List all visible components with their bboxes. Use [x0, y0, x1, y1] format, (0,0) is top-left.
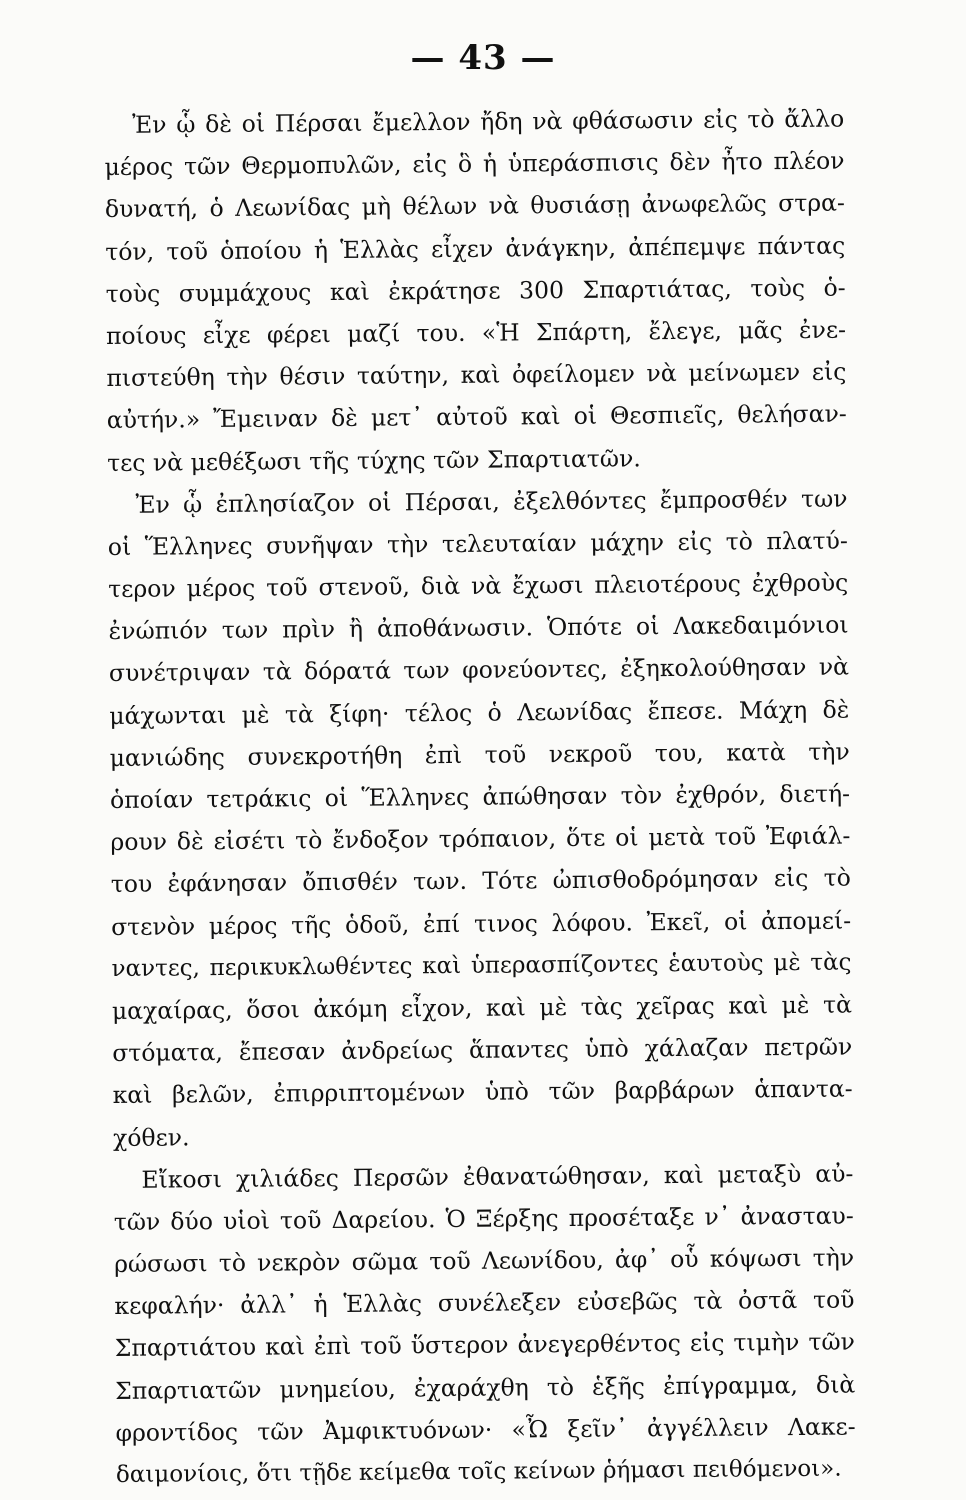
text-line: μανιώδης συνεκροτήθη ἐπὶ τοῦ νεκροῦ του, κατὰ τὴν: [109, 737, 850, 772]
text-line: μέρος τῶν Θερμοπυλῶν, εἰς ὃ ἡ ὑπεράσπισις δὲν ἦτο πλέον: [104, 146, 845, 182]
text-line: τῶν δύο υἱοὶ τοῦ Δαρείου. Ὁ Ξέρξης προσέταξε ν᾽ ἀνασταυ-: [113, 1201, 854, 1236]
text-line: ποίους εἶχε φέρει μαζί του. «Ἡ Σπάρτη, ἔλεγε, μᾶς ἐνε-: [105, 315, 847, 350]
text-line: φροντίδος τῶν Ἀμφικτυόνων· «Ὦ ξεῖν᾽ ἀγγέλλειν Λακε-: [115, 1412, 856, 1447]
text-line: αὐτήν.» Ἔμειναν δὲ μετ᾽ αὐτοῦ καὶ οἱ Θεσπιεῖς, θελήσαν-: [106, 399, 847, 435]
text-line: ναντες, περικυκλωθέντες καὶ ὑπερασπίζοντες ἑαυτοὺς μὲ τὰς: [111, 949, 852, 982]
text-line: οἱ Ἕλληνες συνῆψαν τὴν τελευταίαν μάχην εἰς τὸ πλατύ-: [107, 526, 848, 561]
text-line: τερον μέρος τοῦ στενοῦ, διὰ νὰ ἔχωσι πλειοτέρους ἐχθροὺς: [108, 568, 849, 604]
text-line: τοὺς συμμάχους καὶ ἐκράτησε 300 Σπαρτιάτας, τοὺς ὁ-: [105, 273, 846, 308]
text-line: Σπαρτιάτου καὶ ἐπὶ τοῦ ὕστερον ἀνεγερθέντος εἰς τιμὴν τῶν: [114, 1327, 855, 1363]
text-line: Ἐν ᾧ ἐπλησίαζον οἱ Πέρσαι, ἐξελθόντες ἔμπροσθέν των: [135, 484, 848, 519]
text-line: χόθεν.: [112, 1122, 190, 1152]
text-line: συνέτριψαν τὰ δόρατά των φονεύοντες, ἐξηκολούθησαν νὰ: [108, 652, 850, 688]
text-line: καὶ βελῶν, ἐπιρριπτομένων ὑπὸ τῶν βαρβάρων ἁπαντα-: [112, 1074, 853, 1110]
text-line: ὁποίαν τετράκις οἱ Ἕλληνες ἀπώθησαν τὸν ἐχθρόν, διετή-: [109, 779, 851, 814]
text-line: μαχαίρας, ὅσοι ἀκόμη εἶχον, καὶ μὲ τὰς χεῖρας καὶ μὲ τὰ: [111, 990, 853, 1025]
text-line: πιστεύθη τὴν θέσιν ταύτην, καὶ ὀφείλομεν νὰ μείνωμεν εἰς: [106, 357, 847, 393]
text-line: ρουν δὲ εἰσέτι τὸ ἔνδοξον τρόπαιον, ὅτε οἱ μετὰ τοῦ Ἐφιάλ-: [110, 821, 851, 857]
body-text: [104, 98, 856, 1497]
text-line: Ἐν ᾧ δὲ οἱ Πέρσαι ἔμελλον ἤδη νὰ φθάσωσιν εἰς τὸ ἄλλο: [132, 104, 845, 139]
text-line: δαιμονίοις, ὅτι τῇδε κείμεθα τοῖς κείνων ῥήμασι πειθόμενοι».: [115, 1455, 842, 1488]
text-line: Εἴκοσι χιλιάδες Περσῶν ἐθανατώθησαν, καὶ μεταξὺ αὐ-: [141, 1159, 854, 1194]
text-line: ρώσωσι τὸ νεκρὸν σῶμα τοῦ Λεωνίδου, ἀφ᾽ οὗ κόψωσι τὴν: [114, 1243, 855, 1279]
text-line: Σπαρτιατῶν μνημείου, ἐχαράχθη τὸ ἑξῆς ἐπίγραμμα, διὰ: [115, 1370, 856, 1405]
text-line: κεφαλήν· ἀλλ᾽ ἡ Ἑλλὰς συνέλεξεν εὐσεβῶς τὰ ὀστᾶ τοῦ: [114, 1285, 855, 1321]
text-line: στενὸν μέρος τῆς ὁδοῦ, ἐπί τινος λόφου. Ἐκεῖ, οἱ ἀπομεί-: [111, 906, 852, 941]
text-line: στόματα, ἔπεσαν ἀνδρείως ἅπαντες ὑπὸ χάλαζαν πετρῶν: [112, 1032, 853, 1068]
text-line: ἐνώπιόν των πρὶν ἢ ἀποθάνωσιν. Ὁπότε οἱ Λακεδαιμόνιοι: [108, 610, 849, 646]
text-line: μάχωνται μὲ τὰ ξίφη· τέλος ὁ Λεωνίδας ἔπεσε. Μάχη δὲ: [109, 695, 850, 730]
text-line: τες νὰ μεθέξωσι τῆς τύχης τῶν Σπαρτιατῶν.: [107, 443, 641, 477]
text-line: δυνατή, ὁ Λεωνίδας μὴ θέλων νὰ θυσιάσῃ ἀνωφελῶς στρα-: [104, 188, 846, 224]
text-line: τόν, τοῦ ὁποίου ἡ Ἑλλὰς εἶχεν ἀνάγκην, ἀπέπεμψε πάντας: [105, 231, 846, 266]
text-line: του ἐφάνησαν ὄπισθέν των. Τότε ὠπισθοδρόμησαν εἰς τὸ: [110, 863, 851, 899]
page-number: — 43 —: [410, 38, 556, 78]
